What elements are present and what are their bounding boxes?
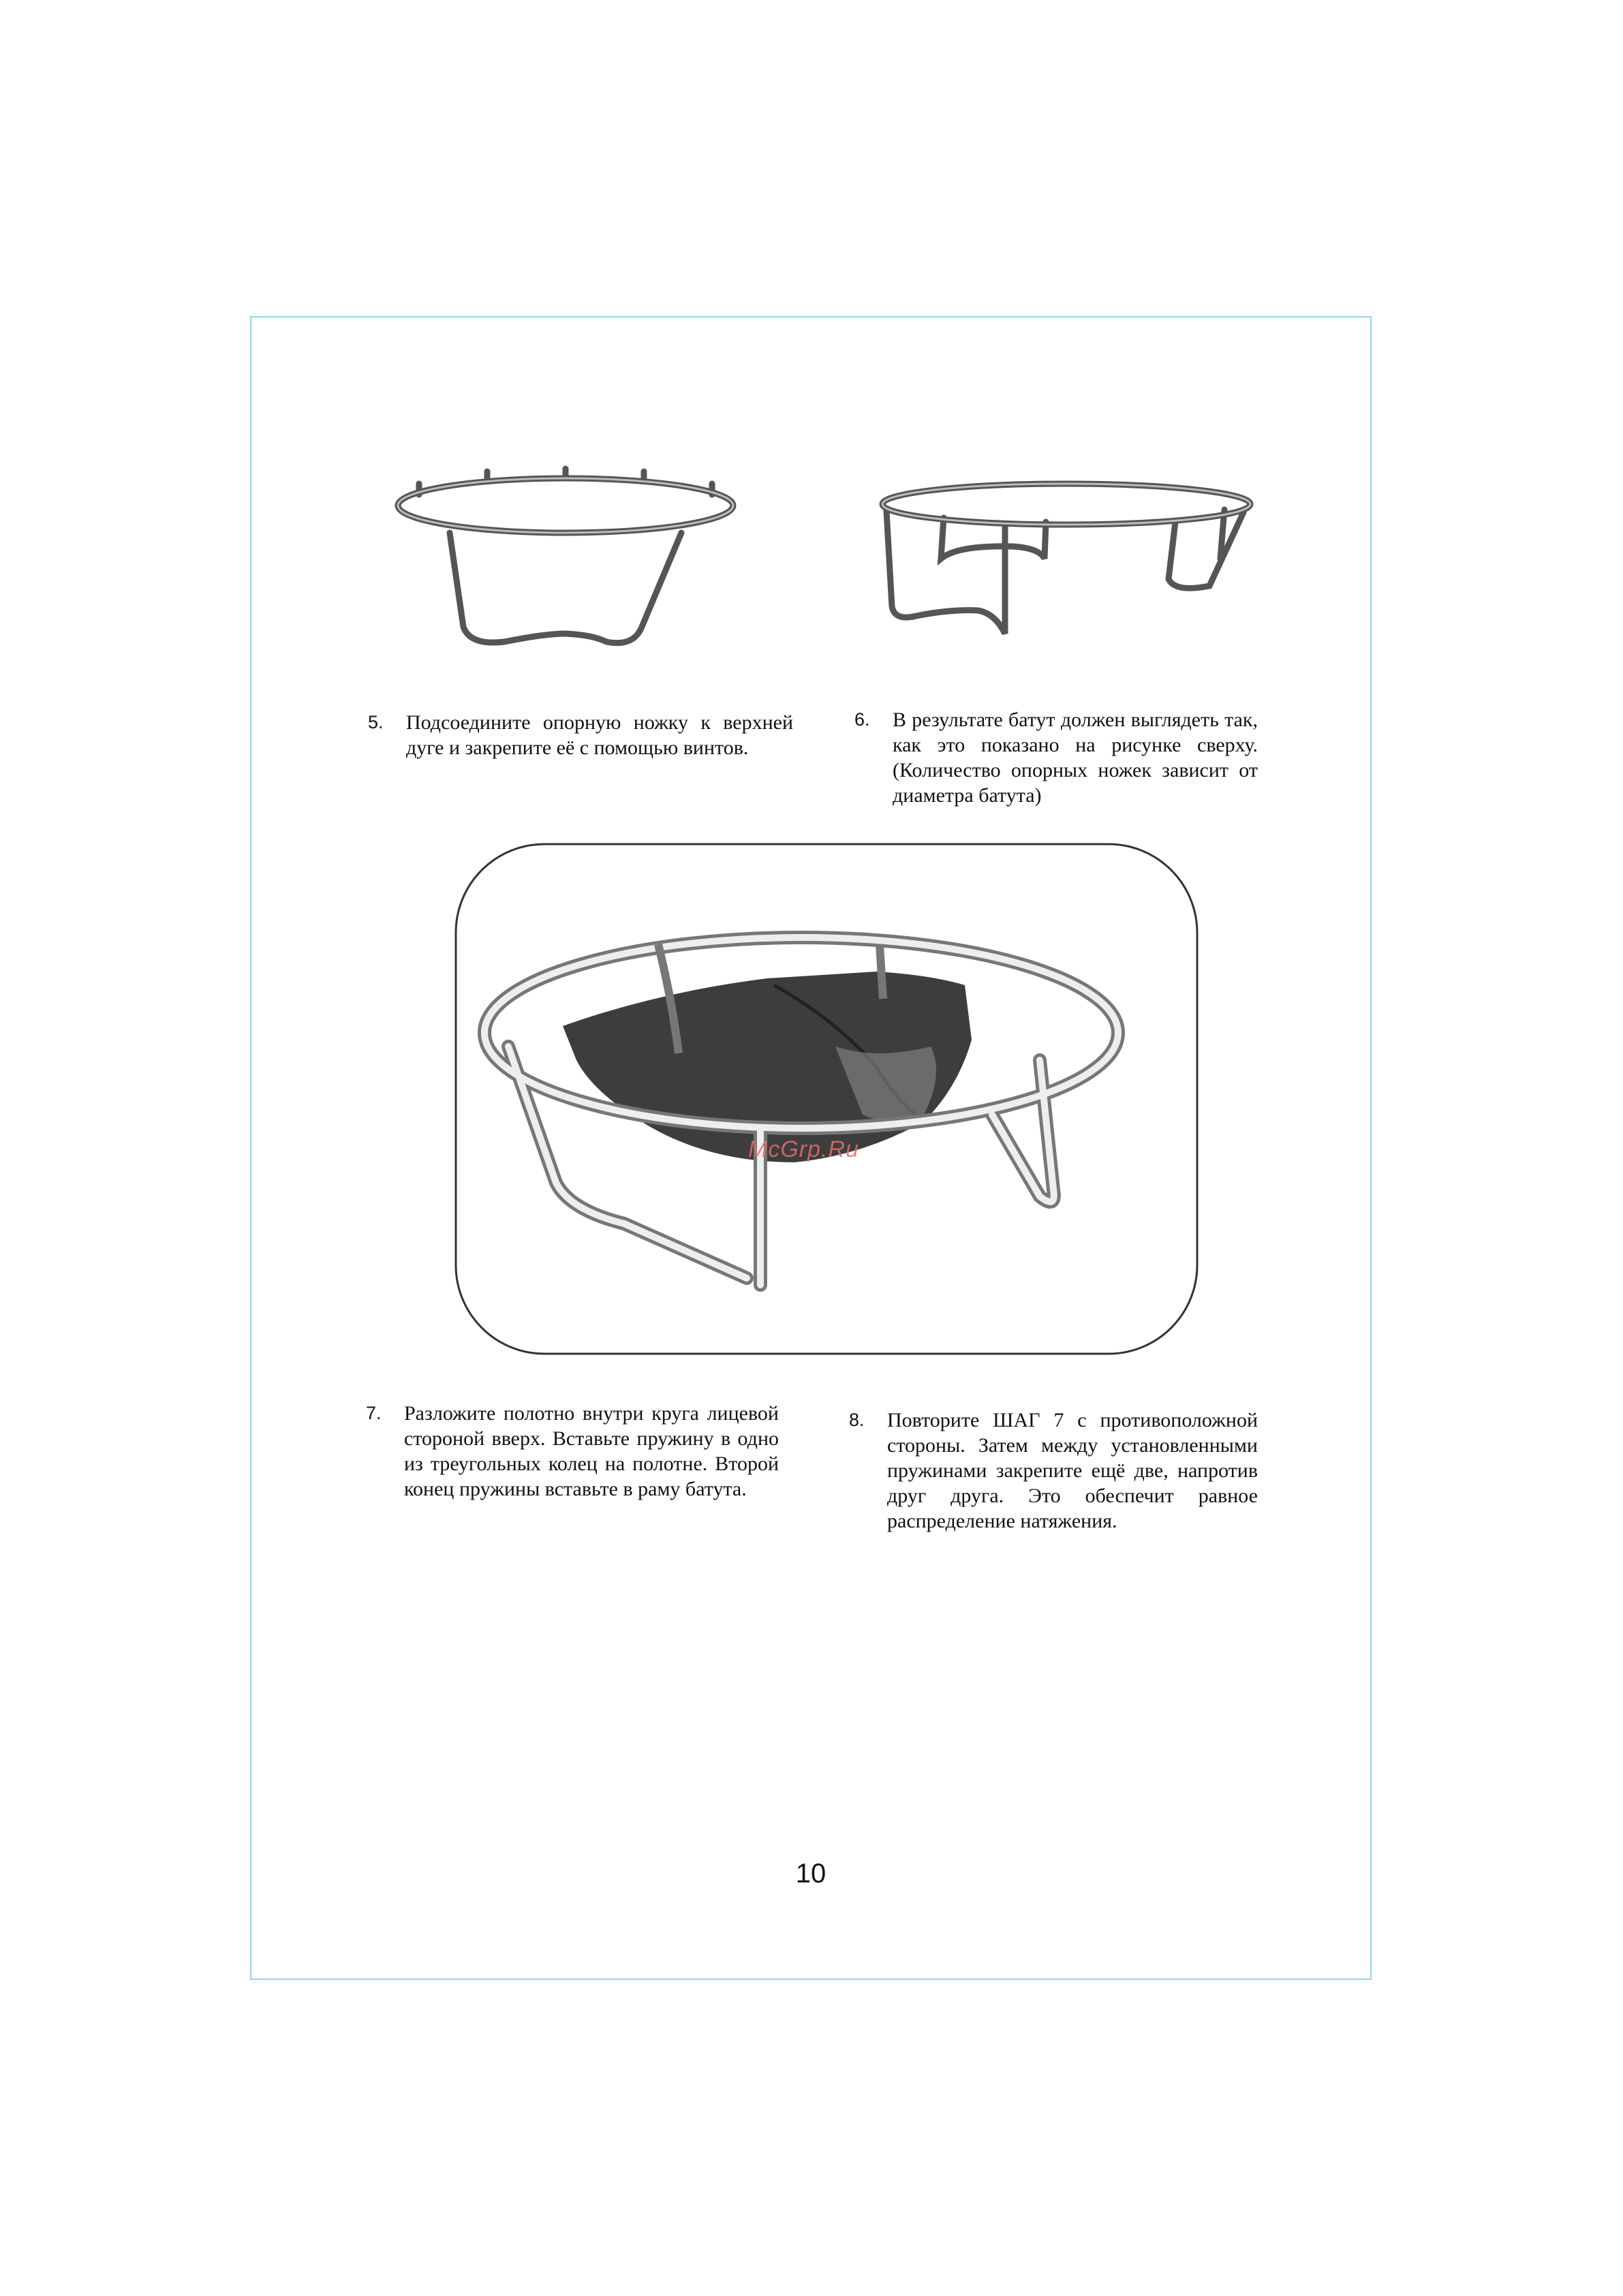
step-5 xyxy=(368,710,793,760)
figure-frame-with-leg xyxy=(388,463,743,661)
step-number: 6. xyxy=(854,709,870,730)
step-text: Повторите ШАГ 7 с противоположной стороны. Затем между установленными пружинами закрепите ещё две, напротив друг друга. Это обеспечит равное распределение натяжения. xyxy=(887,1409,1258,1532)
step-text: Подсоедините опорную ножку к верхней дуге и закрепите её с помощью винтов. xyxy=(406,711,793,759)
step-number: 8. xyxy=(849,1410,865,1430)
page-number: 10 xyxy=(795,1859,826,1889)
step-number: 7. xyxy=(366,1403,382,1423)
figure-assembled-frame xyxy=(876,470,1257,661)
figure-trampoline-with-mat xyxy=(454,842,1199,1356)
step-6 xyxy=(854,707,1258,808)
step-8 xyxy=(849,1408,1258,1534)
step-number: 5. xyxy=(368,712,384,732)
step-7 xyxy=(366,1401,779,1502)
step-text: В результате батут должен выглядеть так, как это показано на рисунке сверху. (Количество опорных ножек зависит от диаметра батута) xyxy=(893,709,1258,807)
watermark: McGrp.Ru xyxy=(748,1136,859,1162)
step-text: Разложите полотно внутри круга лицевой стороной вверх. Вставьте пружину в одно из треугольных колец на полотне. Второй конец пружины вставьте в раму батута. xyxy=(404,1402,779,1500)
